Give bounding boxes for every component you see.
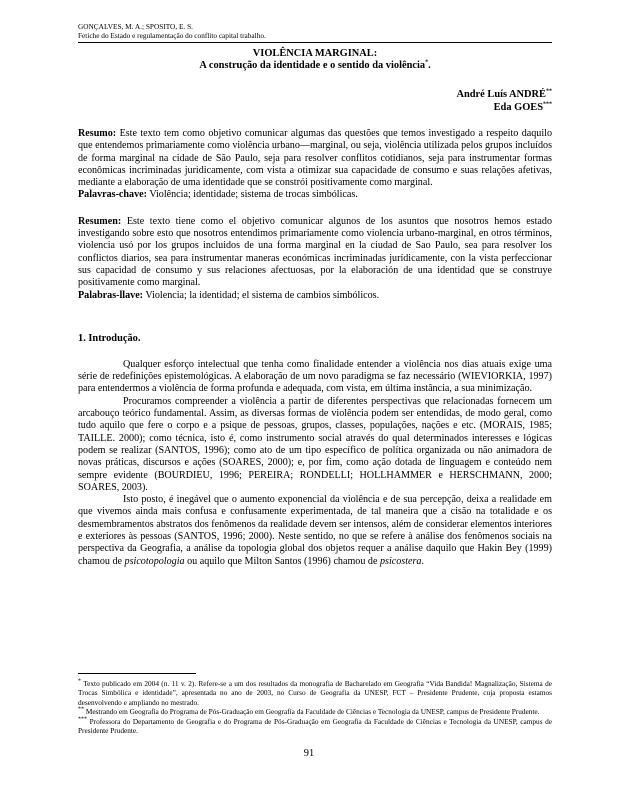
term-psicotopologia: psicotopologia [124, 555, 185, 567]
running-head [78, 22, 552, 40]
running-head-authors: GONÇALVES, M. A.; SPOSITO, E. S. [78, 22, 193, 31]
paragraph-3-text: Isto posto, é inegável que o aumento exponencial da violência e de sua percepção, deixa a realidade em que vivemos ainda mais confusa e confusamente experimentada, de tal maneira que a cisão na totalidade e os desmembramentos abstratos dos fenômenos da realidade devem ser intensos, além de considerar elementos interiores e exteriores às pessoas (SANTOS, 1996; 2000). Neste sentido, no que se refere à análise dos fenômenos sociais na perspectiva da Geografia, a análise da topologia global dos objetos requer a análise daquilo que Hakin Bey (1999) chamou de [78, 494, 552, 567]
footnote-3 [78, 717, 552, 736]
term-psicostera: psicostera [379, 555, 422, 567]
keywords-label: Palavras-chave: [78, 189, 147, 201]
resumen-label: Resumen: [78, 215, 122, 227]
footnote-1-mark: * [78, 678, 81, 685]
subtitle-end: . [428, 60, 431, 71]
footnotes [78, 679, 552, 735]
author-2-name: Eda GOES [493, 102, 543, 113]
paragraph-3 [78, 494, 552, 568]
footnote-rule [78, 673, 196, 674]
palabras-label: Palabras-llave: [78, 289, 144, 301]
footnote-1 [78, 679, 552, 707]
footnote-3-text: Professora do Departamento de Geografia e do Programa de Pós-Graduação em Geografia da Faculdade de Ciências e Tecnologia da UNESP, campus de Presidente Prudente. [78, 716, 552, 736]
keywords: Violência; identidade; sistema de trocas simbólicas. [149, 189, 358, 201]
resumo-text: Este texto tem como objetivo comunicar algumas das questões que temos investigado a respeito daquilo que entendemos primariamente como violência urbano—marginal, ou seja, violência utilizada pelos grupos incluídos de forma marginal na cidade de São Paulo, seja para resolver conflitos cotidianos, seja para instrumentar formas econômicas incriminadas juridicamente, com vista a otimizar sua capacidade de consumo e suas relações afetivas, mediante a elaboração de uma identidade que se constrói positivamente como marginal. [78, 128, 552, 189]
footnote-3-mark: *** [78, 716, 87, 723]
abstract-spanish [78, 216, 552, 302]
subtitle-footnote-mark: * [425, 59, 429, 66]
palabras: Violencia; la identidad; el sistema de cambios simbólicos. [145, 289, 380, 301]
footnote-2-text: Mestrando em Geografia do Programa de Pós-Graduação em Geografia da Faculdade de Ciências e Tecnologia da UNESP, campus de Presidente Prudente. [85, 707, 540, 717]
page-number: 91 [303, 748, 315, 759]
author-2 [78, 101, 552, 114]
resumen-text: Este texto tiene como el objetivo comunicar algunos de los asuntos que nosotros hemos estado investigando sobre esto que nosotros entendimos primariamente como violencia urbano-marginal, en otros términos, violencia usó por los grupos incluidos de una forma marginal en la ciudad de Sao Paulo, sea para resolver los conflictos diarios, sea para instrumentar maneras económicas incriminadas jurídicamente, con la vista perfeccionar sus capacidad de consumo y sus relaciones afectuosas, por la elaboración de una identidad que se construye positivamente como marginal. [78, 215, 552, 289]
article-title [78, 48, 552, 72]
footnote-1-text: Texto publicado em 2004 (n. 11 v. 2). Refere-se a um dos resultados da monografia de Bacharelado em Geografia “Vida Bandida! Magnalização, Sistema de Trocas Simbólica e identidade”, apresentada no ano de 2003, no Curso de Geografia da UNESP, FCT – Presidente Prudente, cuja proposta estamos desenvolvendo e ampliando no mestrado. [78, 679, 552, 707]
resumo-label: Resumo: [78, 128, 117, 139]
page [78, 22, 552, 568]
author-1-mark: ** [546, 88, 552, 95]
header-rule [78, 42, 552, 43]
running-head-title: Fetiche do Estado e regulamentação do conflito capital trabalho. [78, 31, 266, 40]
title-subtitle [78, 60, 552, 72]
title-main: VIOLÊNCIA MARGINAL: [252, 48, 378, 59]
footnote-2-mark: ** [78, 706, 84, 713]
footnote-2 [78, 707, 552, 716]
author-2-mark: *** [543, 101, 552, 108]
section-heading: 1. Introdução. [78, 332, 141, 344]
abstract-portuguese [78, 128, 552, 202]
body-text [78, 359, 552, 568]
paragraph-1: Qualquer esforço intelectual que tenha como finalidade entender a violência nos dias atuais exige uma série de redefinições epistemológicas. A elaboração de um novo paradigma se faz necessário (WIEVIORKIA, 1997) para entendermos a violência de forma profunda e adequada, com vista, em última instância, a sua minimização. [78, 358, 552, 395]
authors [78, 88, 552, 114]
paragraph-2: Procuramos compreender a violência a partir de diferentes perspectivas que relacionadas fornecem um arcabouço teórico fundamental. Assim, as diversas formas de violência podem ser entendidas, de modo geral, como tudo aquilo que fere o corpo e a psique de pessoas, grupos, classes, populações, nações e etc. (MORAIS, 1985; TAILLE. 2000); como técnica, isto é, como instrumento social através do qual determinados interesses e lógicas podem se realizar (SANTOS, 1996); como ato de um tipo específico de política organizada ou não animadora de novas práticas, discursos e ações (SOARES, 2000); e, por fim, como ação dotada de linguagem e conteúdo nem sempre evidente (BOURDIEU, 1996; PEREIRA; RONDELLI; HOLLHAMMER e HERSCHMANN, 2000; SOARES, 2003). [78, 395, 552, 493]
paragraph-3-mid: ou aquilo que Milton Santos (1996) chamou de [187, 555, 378, 567]
author-1-name: André Luís ANDRÉ [456, 89, 546, 100]
subtitle-text: A construção da identidade e o sentido da violência [199, 60, 426, 71]
author-1 [78, 88, 552, 101]
paragraph-3-end: . [421, 555, 425, 567]
